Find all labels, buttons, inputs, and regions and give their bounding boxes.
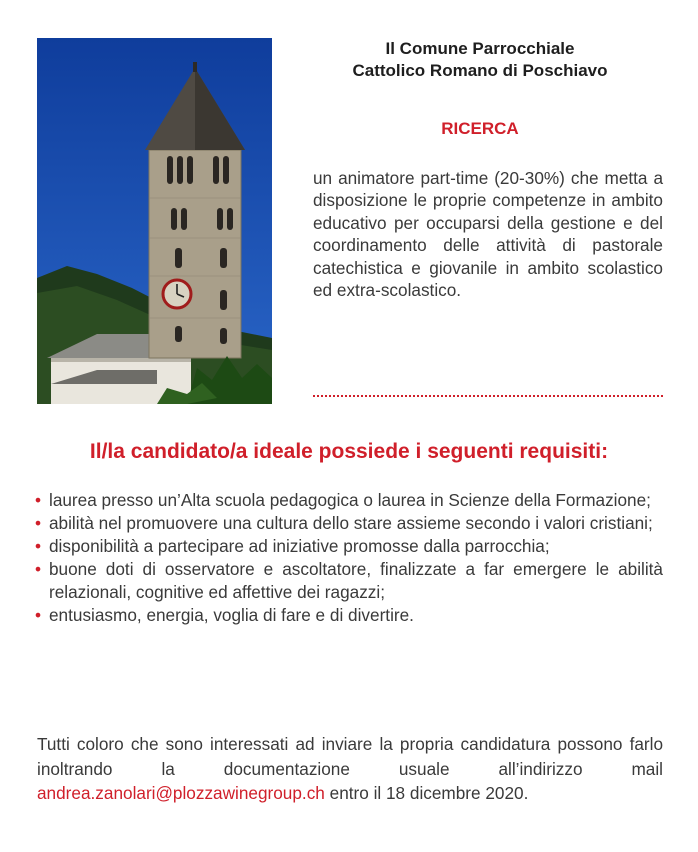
bullet-icon: • [35, 490, 42, 510]
position-description: un animatore part-time (20-30%) che metta a disposizione le proprie competenze in ambito educativo per occuparsi della gestione e del coordinamento delle attività di pastorale catechistica e giovanile in ambito scolastico ed extra-scolastico. [313, 168, 663, 301]
church-tower-photo [37, 38, 272, 404]
bullet-icon: • [35, 559, 42, 579]
list-item [35, 558, 663, 604]
ricerca-heading: RICERCA [441, 119, 519, 138]
dotted-divider [313, 395, 663, 397]
requirement-text: abilità nel promuovere una cultura dello stare assieme secondo i valori cristiani; [49, 513, 653, 533]
requirement-text: entusiasmo, energia, voglia di fare e di divertire. [49, 605, 414, 625]
list-item [35, 512, 663, 535]
organization-name [290, 38, 670, 82]
closing-deadline: entro il 18 dicembre 2020. [329, 783, 529, 803]
bullet-icon: • [35, 605, 42, 625]
list-item [35, 535, 663, 558]
list-item [35, 489, 663, 512]
closing-text: Tutti coloro che sono interessati ad inviare la propria candidatura possono farlo inoltrando la documentazione usuale all’indirizzo mail [37, 734, 663, 779]
requirement-text: laurea presso un’Alta scuola pedagogica o laurea in Scienze della Formazione; [49, 490, 651, 510]
organization-line-1: Il Comune Parrocchiale [385, 39, 575, 58]
requirements-title: Il/la candidato/a ideale possiede i seguenti requisiti: [89, 440, 609, 463]
closing-paragraph [37, 732, 663, 806]
bullet-icon: • [35, 536, 42, 556]
bullet-icon: • [35, 513, 42, 533]
requirement-text: disponibilità a partecipare ad iniziative promosse dalla parrocchia; [49, 536, 550, 556]
organization-line-2: Cattolico Romano di Poschiavo [352, 61, 608, 80]
requirement-text: buone doti di osservatore e ascoltatore, finalizzate a far emergere le abilità relazionali, cognitive ed affettive dei ragazzi; [49, 559, 663, 602]
requirements-list [35, 489, 663, 627]
contact-email-link[interactable]: andrea.zanolari@plozzawinegroup.ch [37, 783, 325, 803]
list-item [35, 604, 663, 627]
